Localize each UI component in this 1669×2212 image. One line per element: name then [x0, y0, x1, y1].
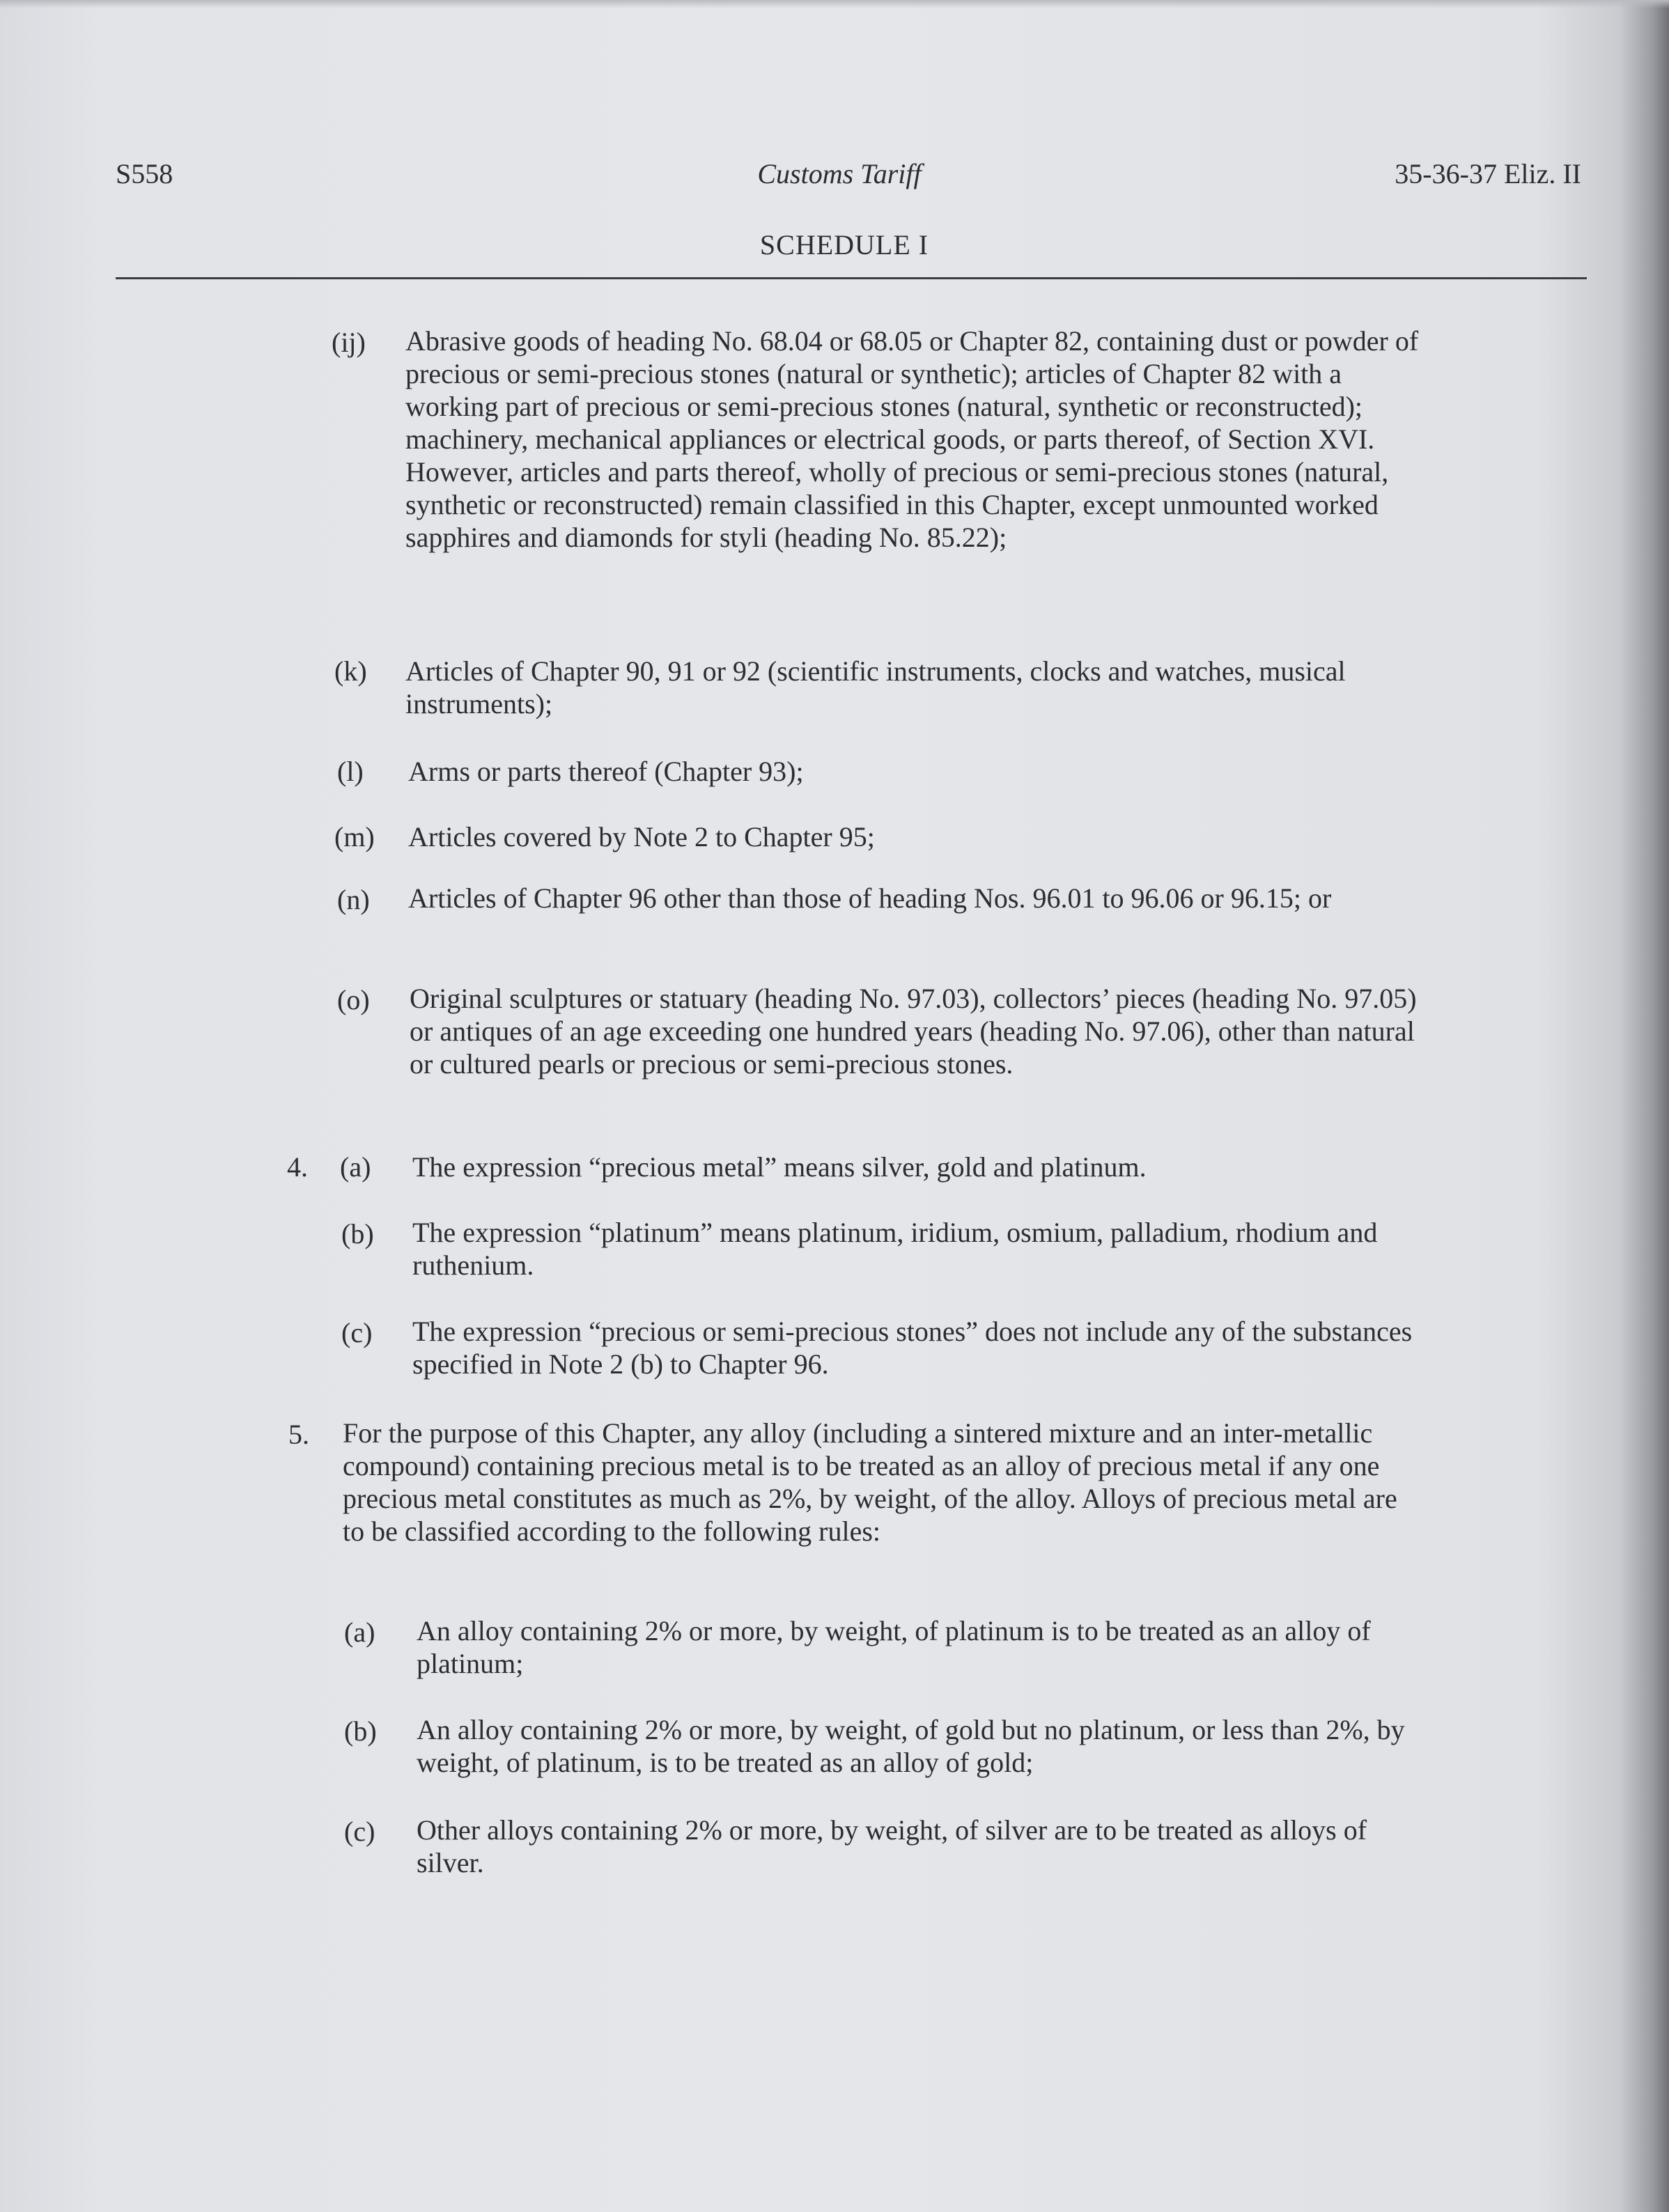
item-label: (l)	[337, 756, 364, 787]
item-text: The expression “precious metal” means silver, gold and platinum.	[412, 1151, 1147, 1183]
item-text: An alloy containing 2% or more, by weight, of gold but no platinum, or less than 2%, by weight, of platinum, is to be treated as an alloy of gold;	[417, 1714, 1405, 1778]
item-text: Arms or parts thereof (Chapter 93);	[408, 756, 804, 787]
item-label: (a)	[344, 1617, 375, 1648]
header-rule	[116, 277, 1587, 279]
item-label: (b)	[341, 1218, 374, 1249]
note-number: 5.	[288, 1419, 309, 1450]
item-text: Original sculptures or statuary (heading No. 97.03), collectors’ pieces (heading No. 97.05) or antiques of an age exceeding one hundred years (heading No. 97.06), other than natural or cultured pearls or precious or semi-precious stones.	[410, 983, 1417, 1080]
item-label: (c)	[341, 1317, 373, 1348]
item-label: (b)	[344, 1715, 377, 1747]
page-edge-shadow	[0, 0, 1669, 8]
note-text: For the purpose of this Chapter, any alloy (including a sintered mixture and an inter-metallic compound) containing precious metal is to be treated as an alloy of precious metal if any one precious metal constitutes as much as 2%, by weight, of the alloy. Alloys of precious metal are to be classified according to the following rules:	[343, 1417, 1397, 1547]
note-number: 4.	[287, 1151, 308, 1183]
item-label: (k)	[334, 655, 367, 687]
item-text: Articles of Chapter 96 other than those of heading Nos. 96.01 to 96.06 or 96.15; or	[408, 882, 1332, 914]
item-label: (o)	[337, 984, 370, 1015]
item-label: (c)	[344, 1816, 375, 1847]
schedule-heading: SCHEDULE I	[759, 229, 929, 260]
item-text: The expression “platinum” means platinum, iridium, osmium, palladium, rhodium and ruthenium.	[412, 1217, 1378, 1281]
item-text: The expression “precious or semi-precious stones” does not include any of the substances specified in Note 2 (b) to Chapter 96.	[412, 1316, 1413, 1380]
item-text: Articles of Chapter 90, 91 or 92 (scientific instruments, clocks and watches, musical instruments);	[405, 655, 1346, 719]
page-number: S558	[116, 158, 173, 189]
item-text: Articles covered by Note 2 to Chapter 95;	[408, 821, 875, 852]
item-text: An alloy containing 2% or more, by weight, of platinum is to be treated as an alloy of platinum;	[417, 1615, 1371, 1679]
item-label: (a)	[340, 1151, 371, 1183]
item-label: (n)	[337, 884, 370, 915]
item-label: (ij)	[332, 327, 366, 358]
item-label: (m)	[334, 821, 375, 852]
item-text: Abrasive goods of heading No. 68.04 or 68.05 or Chapter 82, containing dust or powder of precious or semi-precious stones (natural or synthetic); articles of Chapter 82 with a working part of precious or semi-precious stones (natural, synthetic or reconstructed); machinery, mechanical appliances or electrical goods, or parts thereof, of Section XVI. However, articles and parts thereof, wholly of precious or semi-precious stones (natural, synthetic or reconstructed) remain classified in this Chapter, except unmounted worked sapphires and diamonds for styli (heading No. 85.22);	[405, 325, 1419, 553]
running-title: Customs Tariff	[757, 158, 922, 189]
regnal-year: 35-36-37 Eliz. II	[1395, 158, 1581, 189]
item-text: Other alloys containing 2% or more, by weight, of silver are to be treated as alloys of silver.	[417, 1814, 1367, 1878]
